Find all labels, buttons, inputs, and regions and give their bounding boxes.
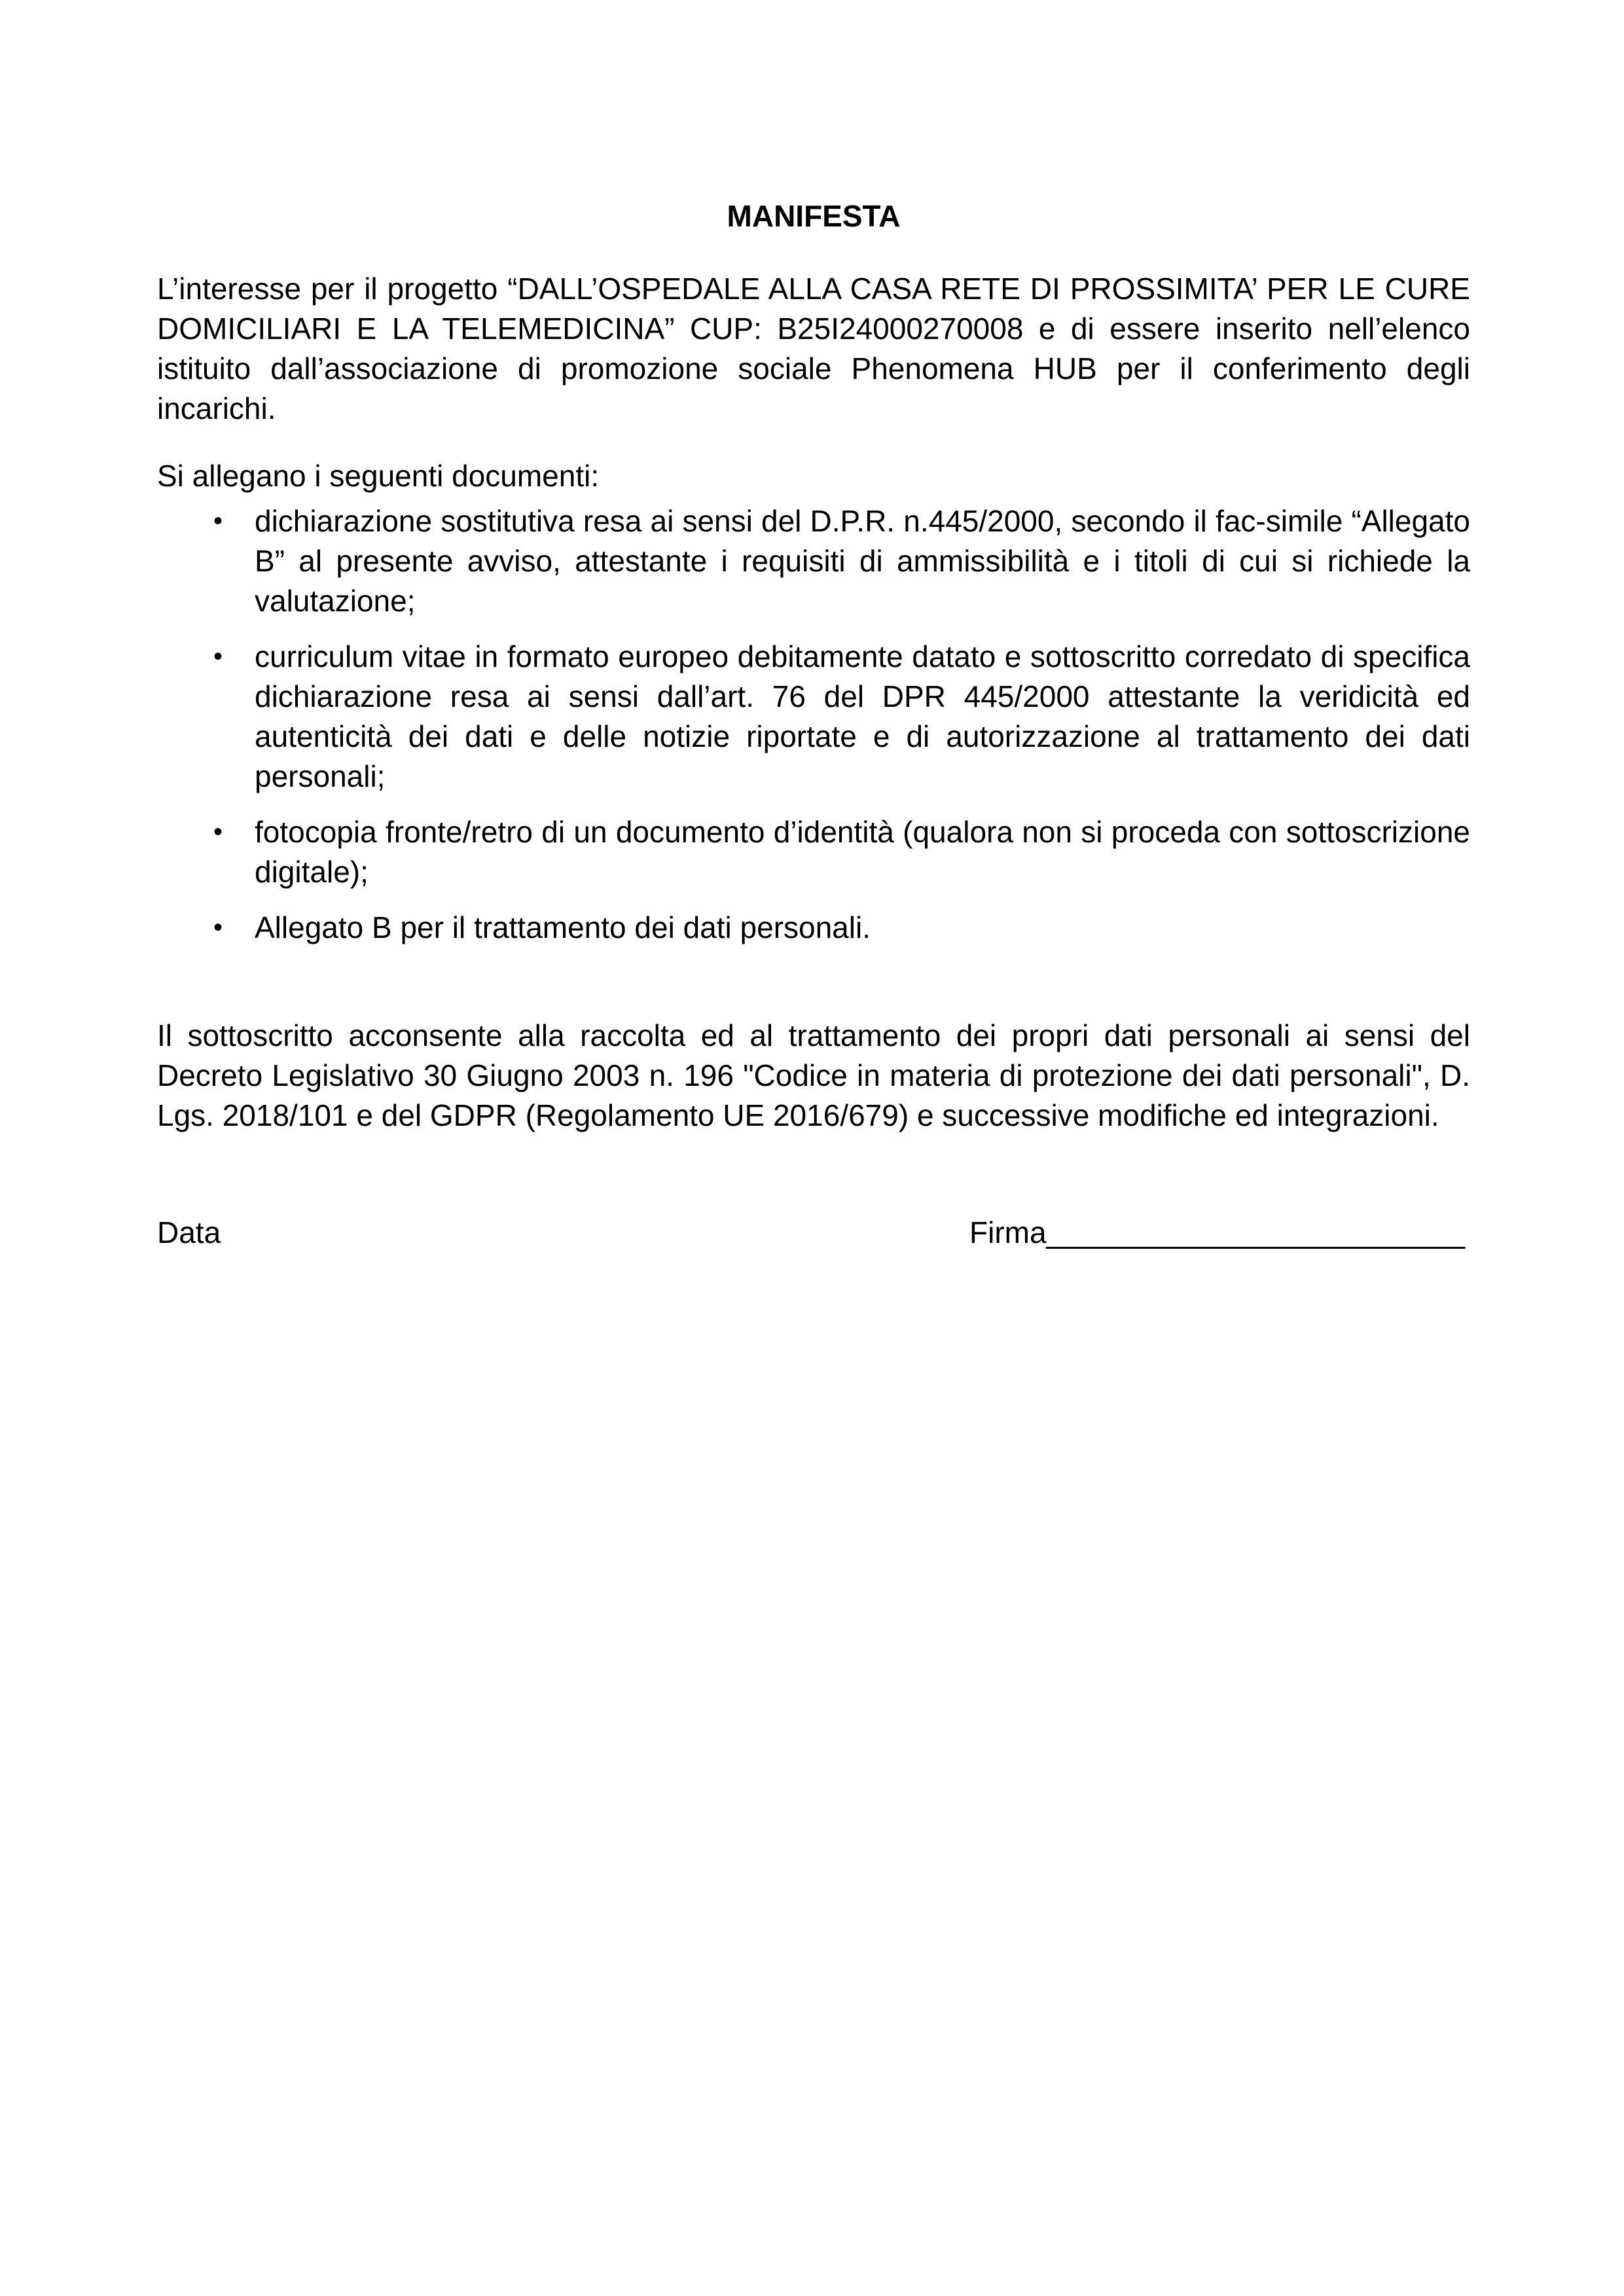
document-content xyxy=(157,196,1470,1259)
bullet-icon: • xyxy=(213,913,223,942)
list-item-text: fotocopia fronte/retro di un documento d’identità (qualora non si proceda con sottoscrizione digitale); xyxy=(255,815,1470,889)
list-item-text: dichiarazione sostitutiva resa ai sensi del D.P.R. n.445/2000, secondo il fac-simile “Allegato B” al presente avviso, attestante i requisiti di ammissibilità e i titoli di cui si richiede la valutazione; xyxy=(255,504,1470,618)
bullet-icon: • xyxy=(213,642,223,671)
date-signature-row xyxy=(157,1213,1470,1259)
list-item xyxy=(157,908,1470,948)
bullet-icon: • xyxy=(213,817,223,846)
list-item-text: curriculum vitae in formato europeo debitamente datato e sottoscritto corredato di specifica dichiarazione resa ai sensi dall’art. 76 del DPR 445/2000 attestante la veridicità ed autenticità dei dati e delle notizie riportate e di autorizzazione al trattamento dei dati personali; xyxy=(255,639,1470,793)
bullet-icon: • xyxy=(213,507,223,535)
intro-paragraph: L’interesse per il progetto “DALL’OSPEDALE ALLA CASA RETE DI PROSSIMITA’ PER LE CURE DOMICILIARI E LA TELEMEDICINA” CUP: B25I24000270008 e di essere inserito nell’elenco istituito dall’associazione di promozione sociale Phenomena HUB per il conferimento degli incarichi. xyxy=(157,272,1470,425)
list-item xyxy=(157,812,1470,892)
list-item-text: Allegato B per il trattamento dei dati personali. xyxy=(255,910,871,944)
attachments-intro: Si allegano i seguenti documenti: xyxy=(157,459,600,493)
signature-line: _________________________ xyxy=(1046,1215,1466,1249)
signature-block xyxy=(969,1213,1465,1253)
list-item xyxy=(157,501,1470,621)
list-item xyxy=(157,637,1470,797)
document-title: MANIFESTA xyxy=(727,199,901,233)
signature-label: Firma xyxy=(969,1215,1047,1249)
consent-paragraph: Il sottoscritto acconsente alla raccolta ed al trattamento dei propri dati personali ai sensi del Decreto Legislativo 30 Giugno 2003 n. 196 "Codice in materia di protezione dei dati personali", D. Lgs. 2018/101 e del GDPR (Regolamento UE 2016/679) e successive modifiche ed integrazioni. xyxy=(157,1018,1470,1132)
date-label: Data xyxy=(157,1215,221,1249)
